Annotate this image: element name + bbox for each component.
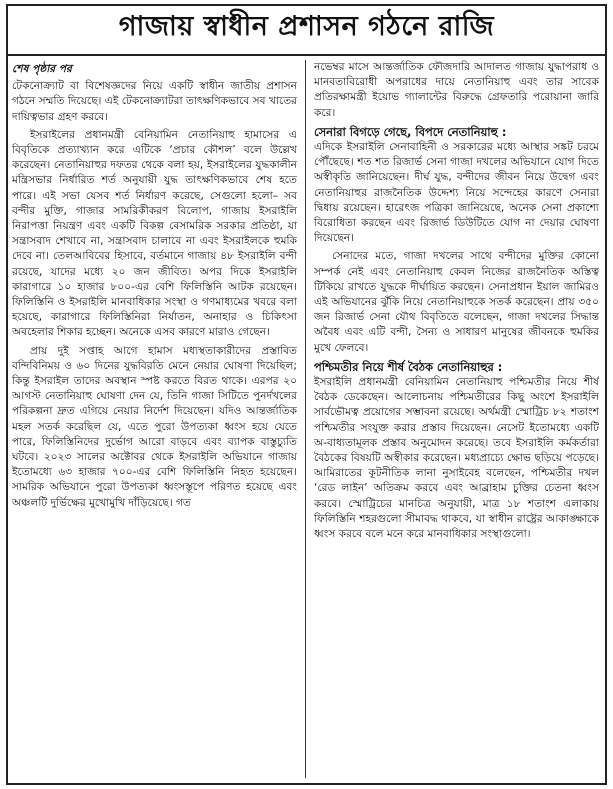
paragraph: প্রায় দুই সপ্তাহ আগে হামাস মধ্যস্থতাকারীদের প্রস্তাবিত বন্দিবিনিময় ও ৬০ দিনের যুদ্ধবিরতি মেনে নেয়ার ঘোষণা দিয়েছিল; কিন্তু ইসরাইল তাদের অবস্থান স্পষ্ট করতে বিরত থাকে। এরপর ২০ আগস্ট নেতানিয়াহু ঘোষণা দেন যে, তিনি গাজা সিটিতে পুনর্দখলের পরিকল্পনা দ্রুত এগিয়ে নেয়ার নির্দেশ দিয়েছেন। যদিও আন্তর্জাতিক মহল সতর্ক করেছিল যে, এতে পুরো উপত্যকা ধ্বংস হয়ে যেতে পারে, ফিলিস্তিনিদের দুর্ভোগ আরো বাড়বে এবং ব্যাপক বাস্তুচ্যুতি ঘটবে। ২০২৩ সালের অক্টোবর থেকে ইসরাইলি অভিযানে গাজায় ইতোমধ্যে ৬৩ হাজার ৭০০-এর বেশি ফিলিস্তিনি নিহত হয়েছেন। সামরিক অভিযানে পুরো উপত্যকা ধ্বংসস্তূপে পরিণত হয়েছে এবং অঞ্চলটি দুর্ভিক্ষের মুখোমুখি দাঁড়িয়েছে। গত — [12, 344, 297, 509]
right-column — [314, 60, 599, 778]
headline: গাজায় স্বাধীন প্রশাসন গঠনে রাজি — [118, 11, 495, 42]
paragraph: এদিকে ইসরাইলি সেনাবাহিনী ও সরকারের মধ্যে আস্থার সঙ্কট চরমে পৌঁছেছে। শত শত রিজার্ভ সেনা গাজা দখলের অভিযানে যোগ দিতে অস্বীকৃতি জানিয়েছেন। দীর্ঘ যুদ্ধ, বন্দীদের জীবন নিয়ে উদ্বেগ এবং নেতানিয়াহুর রাজনৈতিক উদ্দেশ্য নিয়ে সন্দেহের কারণে সেনারা দ্বিধায় রয়েছেন। হারেৎজ পত্রিকা জানিয়েছে, অনেক সেনা প্রকাশ্যে বিরোধিতা করছেন এবং রিজার্ভ ডিউটিতে যোগ না দেয়ার ঘোষণা দিয়েছেন। — [314, 141, 599, 245]
headline-rule — [8, 54, 605, 56]
continuation-kicker: শেষ পৃষ্ঠার পর — [12, 63, 72, 75]
paragraph: ইসরাইলের প্রধানমন্ত্রী বেনিয়ামিন নেতানিয়াহু হামাসের এ বিবৃতিকে প্রত্যাখ্যান করে এটিকে ‘প্রচার কৌশল’ বলে উল্লেখ করেছেন। নেতানিয়াহুর দফতর থেকে বলা হয়, ইসরাইলের যুদ্ধকালীন মন্ত্রিসভার নির্ধারিত শর্ত অনুযায়ী যুদ্ধ তাৎক্ষণিকভাবে শেষ হতে পারে। এই সভা যেসব শর্ত নির্ধারণ করেছে, সেগুলো হলো– সব বন্দীর মুক্তি, গাজার সামরিকীকরণ বিলোপ, গাজায় ইসরাইলি নিরাপত্তা নিয়ন্ত্রণ এবং একটি বিকল্প বেসামরিক সরকার প্রতিষ্ঠা, যা সন্ত্রাসবাদ শেখাবে না, সন্ত্রাসবাদ চালাবে না এবং ইসরাইলকে হুমকি দেবে না। তেলআবিবের হিসাবে, বর্তমানে গাজায় ৪৮ ইসরাইলি বন্দী রয়েছে, যাদের মধ্যে ২০ জন জীবিত। অপর দিকে ইসরাইলি কারাগারে ১০ হাজার ৮০০-এর বেশি ফিলিস্তিনি আটক রয়েছেন। ফিলিস্তিনি ও ইসরাইলি মানবাধিকার সংস্থা ও গণমাধ্যমের খবরে বলা হয়েছে, কারাগারে ফিলিস্তিনিরা নির্যাতন, অনাহার ও চিকিৎসা অবহেলার শিকার হচ্ছেন। অনেকে এসব কারণে মারাও গেছেন। — [12, 128, 297, 339]
left-column — [12, 60, 297, 778]
paragraph: নভেম্বর মাসে আন্তর্জাতিক ফৌজদারি আদালত গাজায় যুদ্ধাপরাধ ও মানবতাবিরোধী অপরাধের দায়ে নেতানিয়াহু এবং তার সাবেক প্রতিরক্ষামন্ত্রী ইয়োভ গ্যালান্টের বিরুদ্ধে গ্রেফতারি পরোয়ানা জারি করে। — [314, 61, 599, 119]
paragraph: সেনাদের মতে, গাজা দখলের সাথে বন্দীদের মুক্তির কোনো সম্পর্ক নেই এবং নেতানিয়াহু কেবল নিজের রাজনৈতিক অস্তিত্ব টিকিয়ে রাখতে যুদ্ধকে দীর্ঘায়িত করছেন। সেনাপ্রধান ইয়াল জামিরও এই অভিযানের ঝুঁকি নিয়ে নেতানিয়াহুকে সতর্ক করেছেন। প্রায় ৩৫০ জন রিজার্ভ সেনা যৌথ বিবৃতিতে বলেছেন, গাজা দখলের সিদ্ধান্ত অবৈধ এবং এটি বন্দী, সৈন্য ও সাধারণ মানুষের জীবনকে হুমকির মুখে ফেলবে। — [314, 250, 599, 354]
paragraph: টেকনোক্র্যাট বা বিশেষজ্ঞদের নিয়ে একটি স্বাধীন জাতীয় প্রশাসন গঠনে সম্মতি দিয়েছে। এই টেকনোক্র্যাটরা তাৎক্ষণিকভাবে সব খাতের দায়িত্বভার গ্রহণ করবে। — [12, 80, 297, 123]
paragraph: ইসরাইলি প্রধানমন্ত্রী বেনিয়ামিন নেতানিয়াহু পশ্চিমতীর নিয়ে শীর্ষ বৈঠক ডেকেছেন। আলোচনায় পশ্চিমতীরের কিছু অংশে ইসরাইলি সার্বভৌমত্ব প্রয়োগের সম্ভাবনা রয়েছে। অর্থমন্ত্রী স্মোট্রিচ ৮২ শতাংশ পশ্চিমতীর সংযুক্ত করার প্রস্তাব দিয়েছেন। নেসেট ইতোমধ্যে একটি অ-বাধ্যতামূলক প্রস্তাব অনুমোদন করেছে। তবে ইসরাইলি কর্মকর্তারা বৈঠকের বিষয়টি অস্বীকার করেছেন। মধ্যপ্রাচ্যে ক্ষোভ ছড়িয়ে পড়েছে। আমিরাতের কূটনীতিক লানা নুসাইবেহ বলেছেন, পশ্চিমতীর দখল ‘রেড লাইন’ অতিক্রম করবে এবং আব্রাহাম চুক্তির চেতনা ধ্বংস করবে। স্মোট্রিচের মানচিত্র অনুযায়ী, মাত্র ১৮ শতাংশ এলাকায় ফিলিস্তিনি শহরগুলো সীমাবদ্ধ থাকবে, যা স্বাধীন রাষ্ট্রের আকাঙ্ক্ষাকে ধ্বংস করবে বলে মনে করে মানবাধিকার সংস্থাগুলো। — [314, 376, 599, 541]
column-divider — [305, 60, 306, 778]
subheading: পশ্চিমতীর নিয়ে শীর্ষ বৈঠক নেতানিয়াহুর : — [314, 359, 503, 374]
subheading: সেনারা বিগড়ে গেছে, বিপদে নেতানিয়াহু : — [314, 124, 507, 139]
